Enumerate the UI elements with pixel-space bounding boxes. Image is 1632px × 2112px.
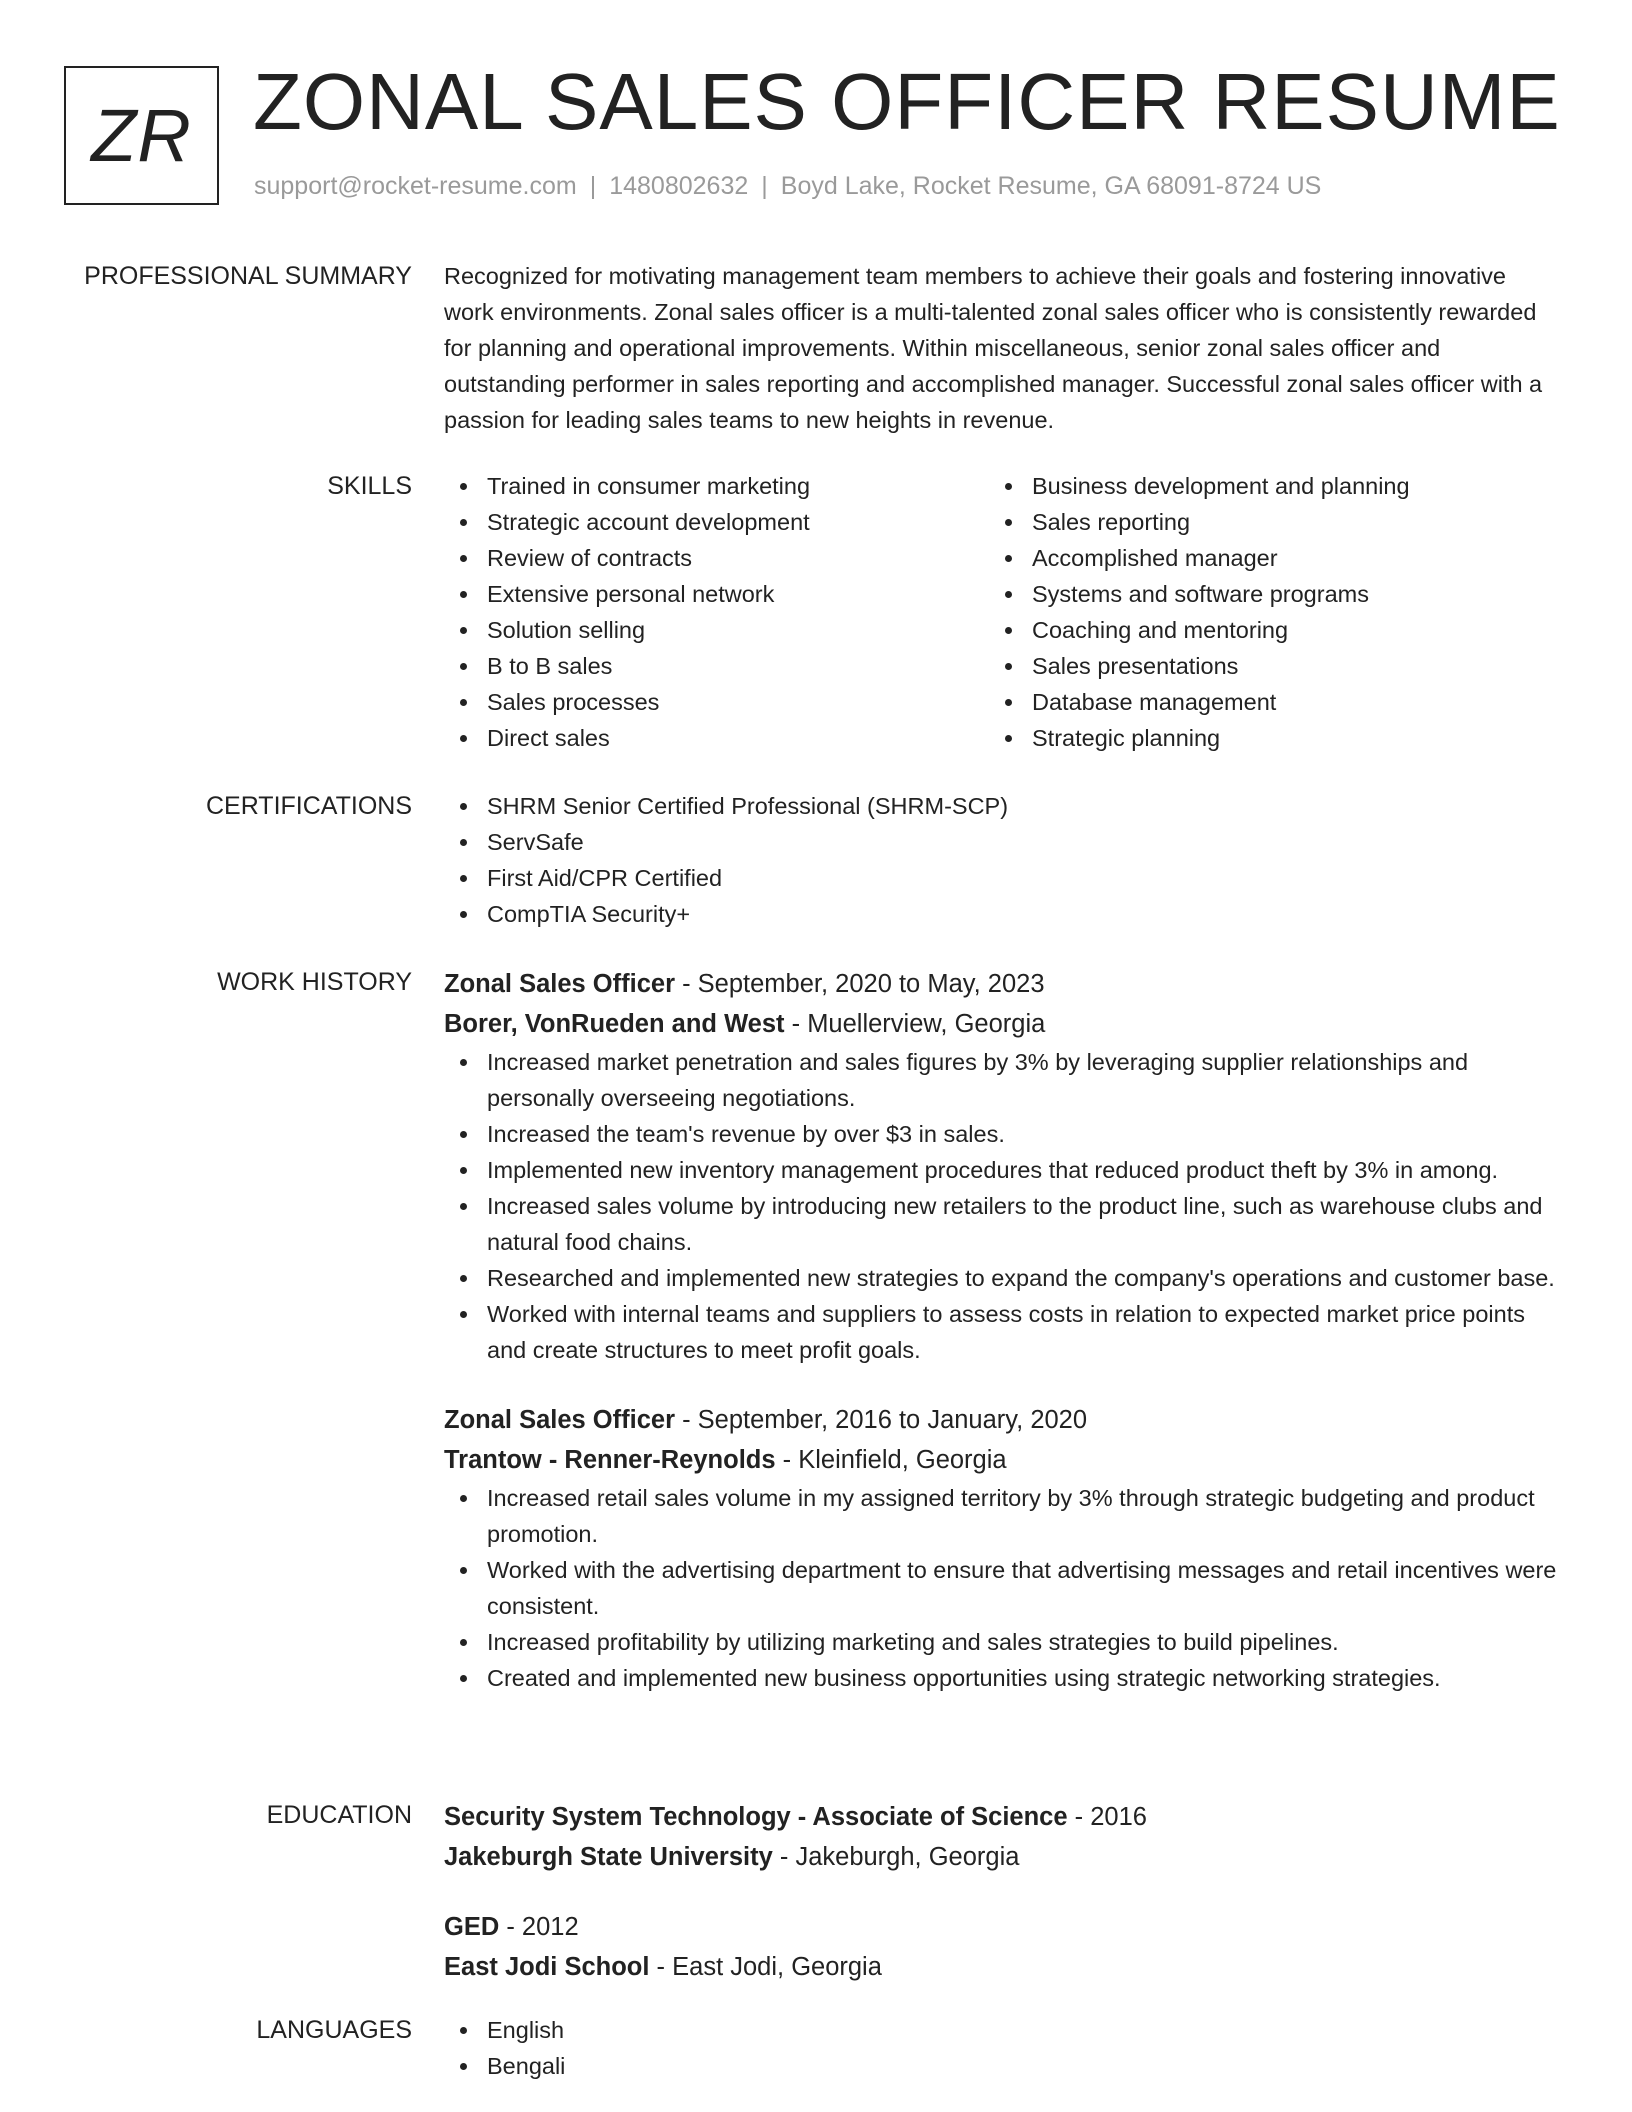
language-item: English [444,2012,1559,2048]
languages-heading: LANGUAGES [256,2016,412,2044]
education-degree-line [444,1797,1559,1837]
language-item: Bengali [444,2048,1559,2084]
education-school-line [444,1837,1559,1877]
summary-heading: PROFESSIONAL SUMMARY [84,262,412,290]
education-school: Jakeburgh State University [444,1843,773,1871]
education-school: East Jodi School [444,1953,650,1981]
monogram-logo: ZR [64,66,219,205]
job-bullet: Worked with internal teams and suppliers to assess costs in relation to expected market price points and create structures to meet profit goals. [444,1296,1559,1368]
certification-item: CompTIA Security+ [444,896,1559,932]
education-school-line [444,1947,1559,1987]
work-history-heading: WORK HISTORY [217,968,412,996]
job-company-line [444,1004,1559,1044]
skills-list-left [444,468,989,756]
job-company: Borer, VonRueden and West [444,1010,785,1038]
education-degree-line [444,1907,1559,1947]
certifications-heading: CERTIFICATIONS [205,792,412,820]
education-entry [444,1797,1559,1877]
job-location: - Muellerview, Georgia [784,1010,1046,1038]
job-title: Zonal Sales Officer [444,970,675,998]
skill-item: Systems and software programs [989,576,1534,612]
job-entry [444,964,1559,1368]
job-bullet: Increased sales volume by introducing new retailers to the product line, such as warehouse clubs and natural food chains. [444,1188,1559,1260]
contact-line [254,172,1321,201]
certification-item: First Aid/CPR Certified [444,860,1559,896]
job-bullet: Increased the team's revenue by over $3 in sales. [444,1116,1559,1152]
skill-item: Strategic planning [989,720,1534,756]
education-heading: EDUCATION [266,1801,412,1829]
job-location: - Kleinfield, Georgia [775,1446,1007,1474]
skill-item: Database management [989,684,1534,720]
skill-item: Accomplished manager [989,540,1534,576]
job-dates: - September, 2016 to January, 2020 [675,1406,1088,1434]
skill-item: Business development and planning [989,468,1534,504]
contact-email[interactable]: support@rocket-resume.com [254,172,577,200]
skill-item: Trained in consumer marketing [444,468,989,504]
job-bullets [444,1480,1559,1696]
contact-separator: | [761,172,768,200]
skill-item: Sales processes [444,684,989,720]
education-degree: Security System Technology - Associate of Science [444,1803,1068,1831]
skill-item: B to B sales [444,648,989,684]
contact-phone[interactable]: 1480802632 [609,172,749,200]
skill-item: Extensive personal network [444,576,989,612]
skill-item: Coaching and mentoring [989,612,1534,648]
education-location: - Jakeburgh, Georgia [772,1843,1020,1871]
job-bullet: Increased market penetration and sales figures by 3% by leveraging supplier relationships and personally overseeing negotiations. [444,1044,1559,1116]
contact-address: Boyd Lake, Rocket Resume, GA 68091-8724 US [780,172,1322,200]
education-year: - 2012 [499,1913,579,1941]
skill-item: Solution selling [444,612,989,648]
job-bullet: Researched and implemented new strategies to expand the company's operations and customer base. [444,1260,1559,1296]
job-entry [444,1400,1559,1696]
job-bullet: Created and implemented new business opportunities using strategic networking strategies. [444,1660,1559,1696]
job-bullet: Increased retail sales volume in my assigned territory by 3% through strategic budgeting and product promotion. [444,1480,1559,1552]
education-degree: GED [444,1913,500,1941]
summary-text: Recognized for motivating management team members to achieve their goals and fostering innovative work environments. Zonal sales officer is a multi-talented zonal sales officer who is consistently rewarded for planning and operational improvements. Within miscellaneous, senior zonal sales officer and outstanding performer in sales reporting and accomplished manager. Successful zonal sales officer with a passion for leading sales teams to new heights in revenue. [444,263,1543,433]
job-bullet: Implemented new inventory management procedures that reduced product theft by 3% in among. [444,1152,1559,1188]
job-title: Zonal Sales Officer [444,1406,675,1434]
education-location: - East Jodi, Georgia [649,1953,882,1981]
job-bullet: Increased profitability by utilizing marketing and sales strategies to build pipelines. [444,1624,1559,1660]
skill-item: Direct sales [444,720,989,756]
contact-separator: | [589,172,597,200]
skills-list-right [989,468,1534,756]
skill-item: Sales reporting [989,504,1534,540]
job-title-line [444,1400,1559,1440]
resume-title: ZONAL SALES OFFICER RESUME [253,57,1561,146]
job-dates: - September, 2020 to May, 2023 [675,970,1045,998]
education-year: - 2016 [1067,1803,1147,1831]
skill-item: Sales presentations [989,648,1534,684]
skills-heading: SKILLS [327,472,412,500]
languages-list [444,2012,1559,2084]
certifications-list [444,788,1559,932]
education-entry [444,1907,1559,1987]
job-company-line [444,1440,1559,1480]
job-bullet: Worked with the advertising department to ensure that advertising messages and retail incentives were consistent. [444,1552,1559,1624]
certification-item: SHRM Senior Certified Professional (SHRM-SCP) [444,788,1559,824]
job-title-line [444,964,1559,1004]
skill-item: Review of contracts [444,540,989,576]
job-bullets [444,1044,1559,1368]
certification-item: ServSafe [444,824,1559,860]
job-company: Trantow - Renner-Reynolds [444,1446,776,1474]
skill-item: Strategic account development [444,504,989,540]
